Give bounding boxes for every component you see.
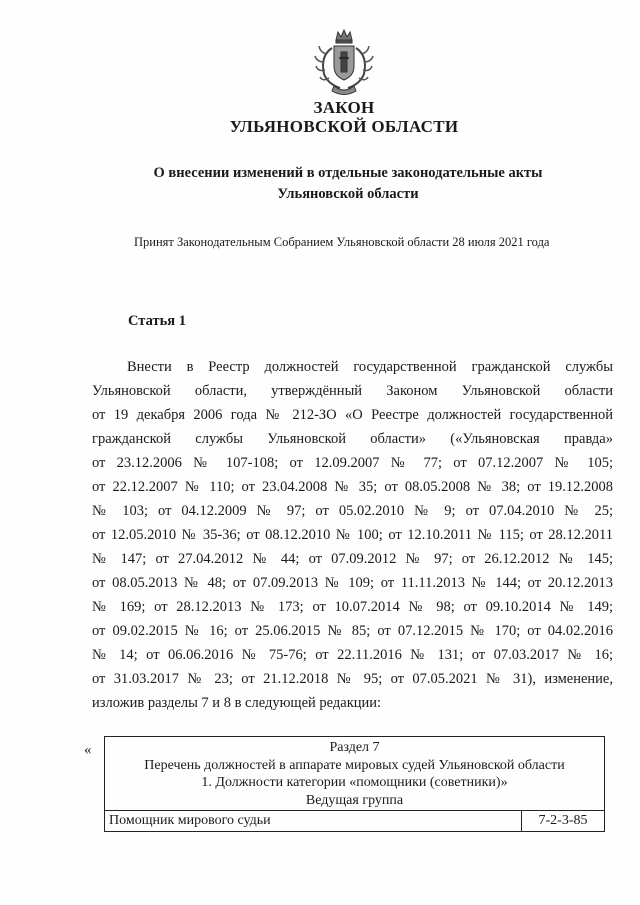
body-line: от 31.03.2017 № 23; от 21.12.2018 № 95; от 07.05.2021 № 31), изменение, [92, 671, 613, 687]
table-row [105, 811, 604, 831]
body-line: от 09.02.2015 № 16; от 25.06.2015 № 85; от 07.12.2015 № 170; от 04.02.2016 [92, 623, 613, 639]
body-line: № 147; от 27.04.2012 № 44; от 07.09.2012 № 97; от 26.12.2012 № 145; [92, 551, 613, 567]
body-line: Внести в Реестр должностей государственной гражданской службы [127, 359, 613, 375]
opening-quote-mark: « [84, 742, 92, 758]
section-subtitle: Перечень должностей в аппарате мировых судей Ульяновской области [144, 757, 565, 773]
body-line: изложив разделы 7 и 8 в следующей редакции: [92, 695, 382, 711]
body-line: № 169; от 28.12.2013 № 173; от 10.07.2014 № 98; от 09.10.2014 № 149; [92, 599, 613, 615]
law-region: УЛЬЯНОВСКОЙ ОБЛАСТИ [229, 117, 459, 136]
law-title: ЗАКОН [313, 98, 375, 117]
body-line: от 22.12.2007 № 110; от 23.04.2008 № 35; от 08.05.2008 № 38; от 19.12.2008 [92, 479, 613, 495]
table-header [105, 737, 604, 811]
body-line: от 12.05.2010 № 35-36; от 08.12.2010 № 100; от 12.10.2011 № 115; от 28.12.2011 [92, 527, 613, 543]
body-line: от 23.12.2006 № 107-108; от 12.09.2007 № 77; от 07.12.2007 № 105; [92, 455, 613, 471]
adoption-note: Принят Законодательным Собранием Ульяновской области 28 июля 2021 года [134, 235, 550, 249]
body-line: Ульяновской области, утверждённый Законом Ульяновской области [92, 383, 613, 399]
article-title: Статья 1 [128, 313, 186, 329]
group-title: Ведущая группа [305, 792, 404, 808]
law-subject-line1: О внесении изменений в отдельные законодательные акты [153, 165, 543, 181]
coat-of-arms-emblem [314, 28, 374, 96]
position-name-cell: Помощник мирового судьи [105, 811, 522, 831]
registry-table [104, 736, 605, 832]
body-line: от 08.05.2013 № 48; от 07.09.2013 № 109; от 11.11.2013 № 144; от 20.12.2013 [92, 575, 613, 591]
body-line: гражданской службы Ульяновской области» («Ульяновская правда» [92, 431, 613, 447]
body-line: № 103; от 04.12.2009 № 97; от 05.02.2010 № 9; от 07.04.2010 № 25; [92, 503, 613, 519]
section-title: Раздел 7 [329, 740, 380, 755]
law-subject-line2: Ульяновской области [277, 186, 419, 202]
body-line: № 14; от 06.06.2016 № 75-76; от 22.11.2016 № 131; от 07.03.2017 № 16; [92, 647, 613, 663]
position-code-cell: 7-2-3-85 [538, 813, 588, 828]
category-title: 1. Должности категории «помощники (советники)» [201, 775, 508, 790]
body-line: от 19 декабря 2006 года № 212-ЗО «О Реестре должностей государственной [92, 407, 613, 423]
